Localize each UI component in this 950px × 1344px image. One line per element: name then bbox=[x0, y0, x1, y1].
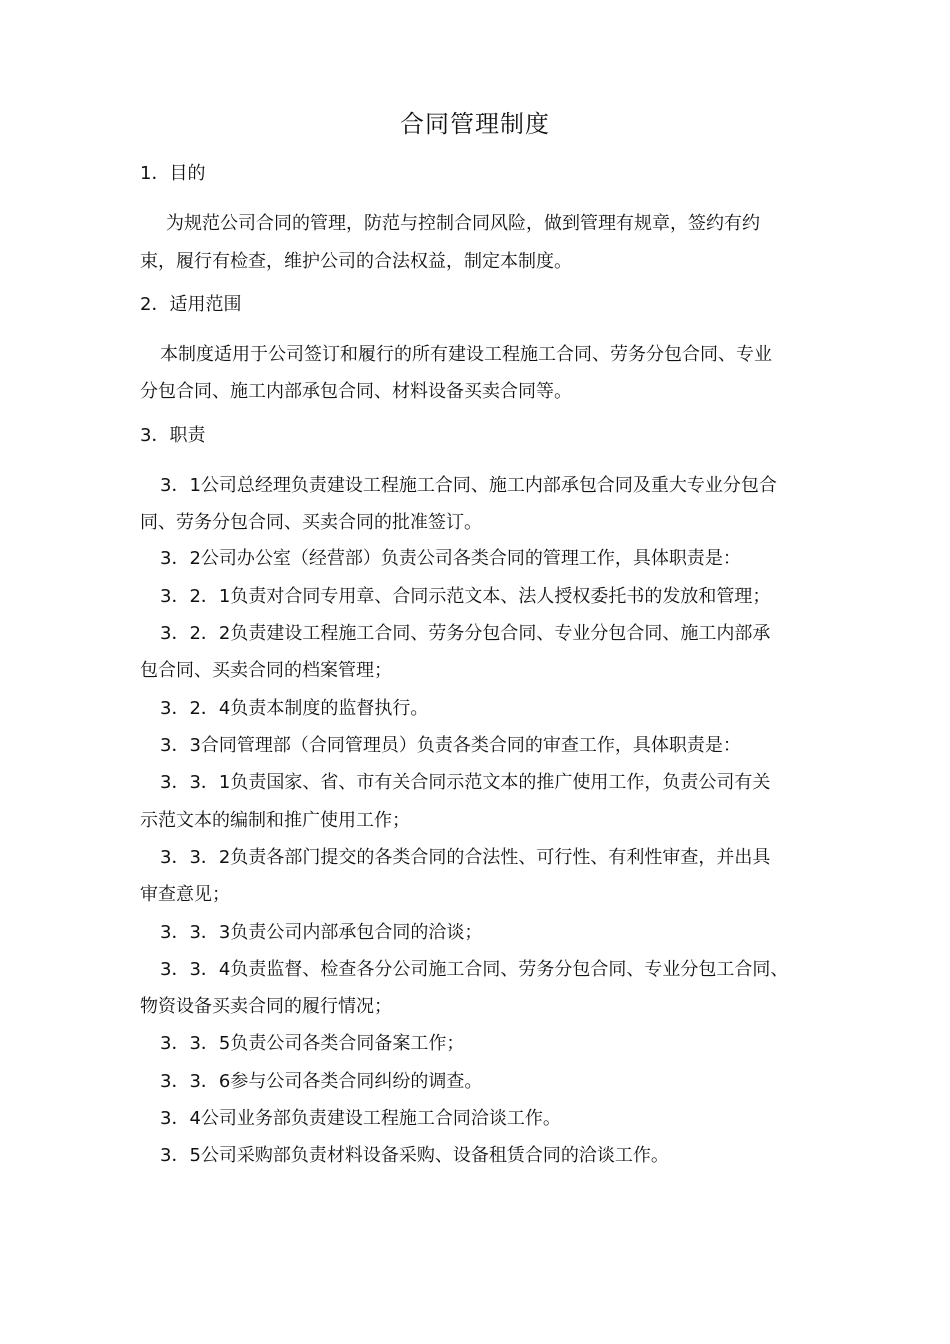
duty-line: 审查意见； bbox=[140, 884, 230, 905]
purpose-line-2: 束，履行有检查，维护公司的合法权益，制定本制度。 bbox=[140, 251, 572, 272]
duty-line: 包合同、买卖合同的档案管理； bbox=[140, 660, 392, 681]
document-title: 合同管理制度 bbox=[400, 110, 550, 138]
duty-line: 3．2公司办公室（经营部）负责公司各类合同的管理工作，具体职责是： bbox=[160, 548, 741, 569]
duty-line: 3．3．4负责监督、检查各分公司施工合同、劳务分包合同、专业分包工合同、 bbox=[160, 959, 789, 980]
duty-line: 3．2．1负责对合同专用章、合同示范文本、法人授权委托书的发放和管理； bbox=[160, 586, 771, 607]
duty-line: 3．3．1负责国家、省、市有关合同示范文本的推广使用工作，负责公司有关 bbox=[160, 772, 771, 793]
scope-line-2: 分包合同、施工内部承包合同、材料设备买卖合同等。 bbox=[140, 381, 572, 402]
duty-line: 3．1公司总经理负责建设工程施工合同、施工内部承包合同及重大专业分包合 bbox=[160, 475, 777, 496]
purpose-line-1: 为规范公司合同的管理，防范与控制合同风险，做到管理有规章，签约有约 bbox=[166, 213, 760, 234]
duty-line: 3．3．3负责公司内部承包合同的洽谈； bbox=[160, 922, 483, 943]
duty-line: 3．3合同管理部（合同管理员）负责各类合同的审查工作，具体职责是： bbox=[160, 735, 741, 756]
duty-line: 3．4公司业务部负责建设工程施工合同洽谈工作。 bbox=[160, 1108, 561, 1129]
scope-line-1: 本制度适用于公司签订和履行的所有建设工程施工合同、劳务分包合同、专业 bbox=[160, 344, 772, 365]
duty-line: 示范文本的编制和推广使用工作； bbox=[140, 810, 410, 831]
duty-line: 3．2．4负责本制度的监督执行。 bbox=[160, 698, 429, 719]
duty-line: 物资设备买卖合同的履行情况； bbox=[140, 996, 392, 1017]
section-heading-purpose: 1．目的 bbox=[140, 163, 206, 184]
section-heading-duties: 3．职责 bbox=[140, 425, 206, 446]
section-heading-scope: 2．适用范围 bbox=[140, 294, 242, 315]
duty-line: 3．2．2负责建设工程施工合同、劳务分包合同、专业分包合同、施工内部承 bbox=[160, 623, 771, 644]
duty-line: 3．3．6参与公司各类合同纠纷的调查。 bbox=[160, 1071, 483, 1092]
duty-line: 3．5公司采购部负责材料设备采购、设备租赁合同的洽谈工作。 bbox=[160, 1145, 669, 1166]
duty-line: 3．3．5负责公司各类合同备案工作； bbox=[160, 1033, 465, 1054]
duty-line: 同、劳务分包合同、买卖合同的批准签订。 bbox=[140, 512, 482, 533]
duty-line: 3．3．2负责各部门提交的各类合同的合法性、可行性、有利性审查，并出具 bbox=[160, 847, 771, 868]
